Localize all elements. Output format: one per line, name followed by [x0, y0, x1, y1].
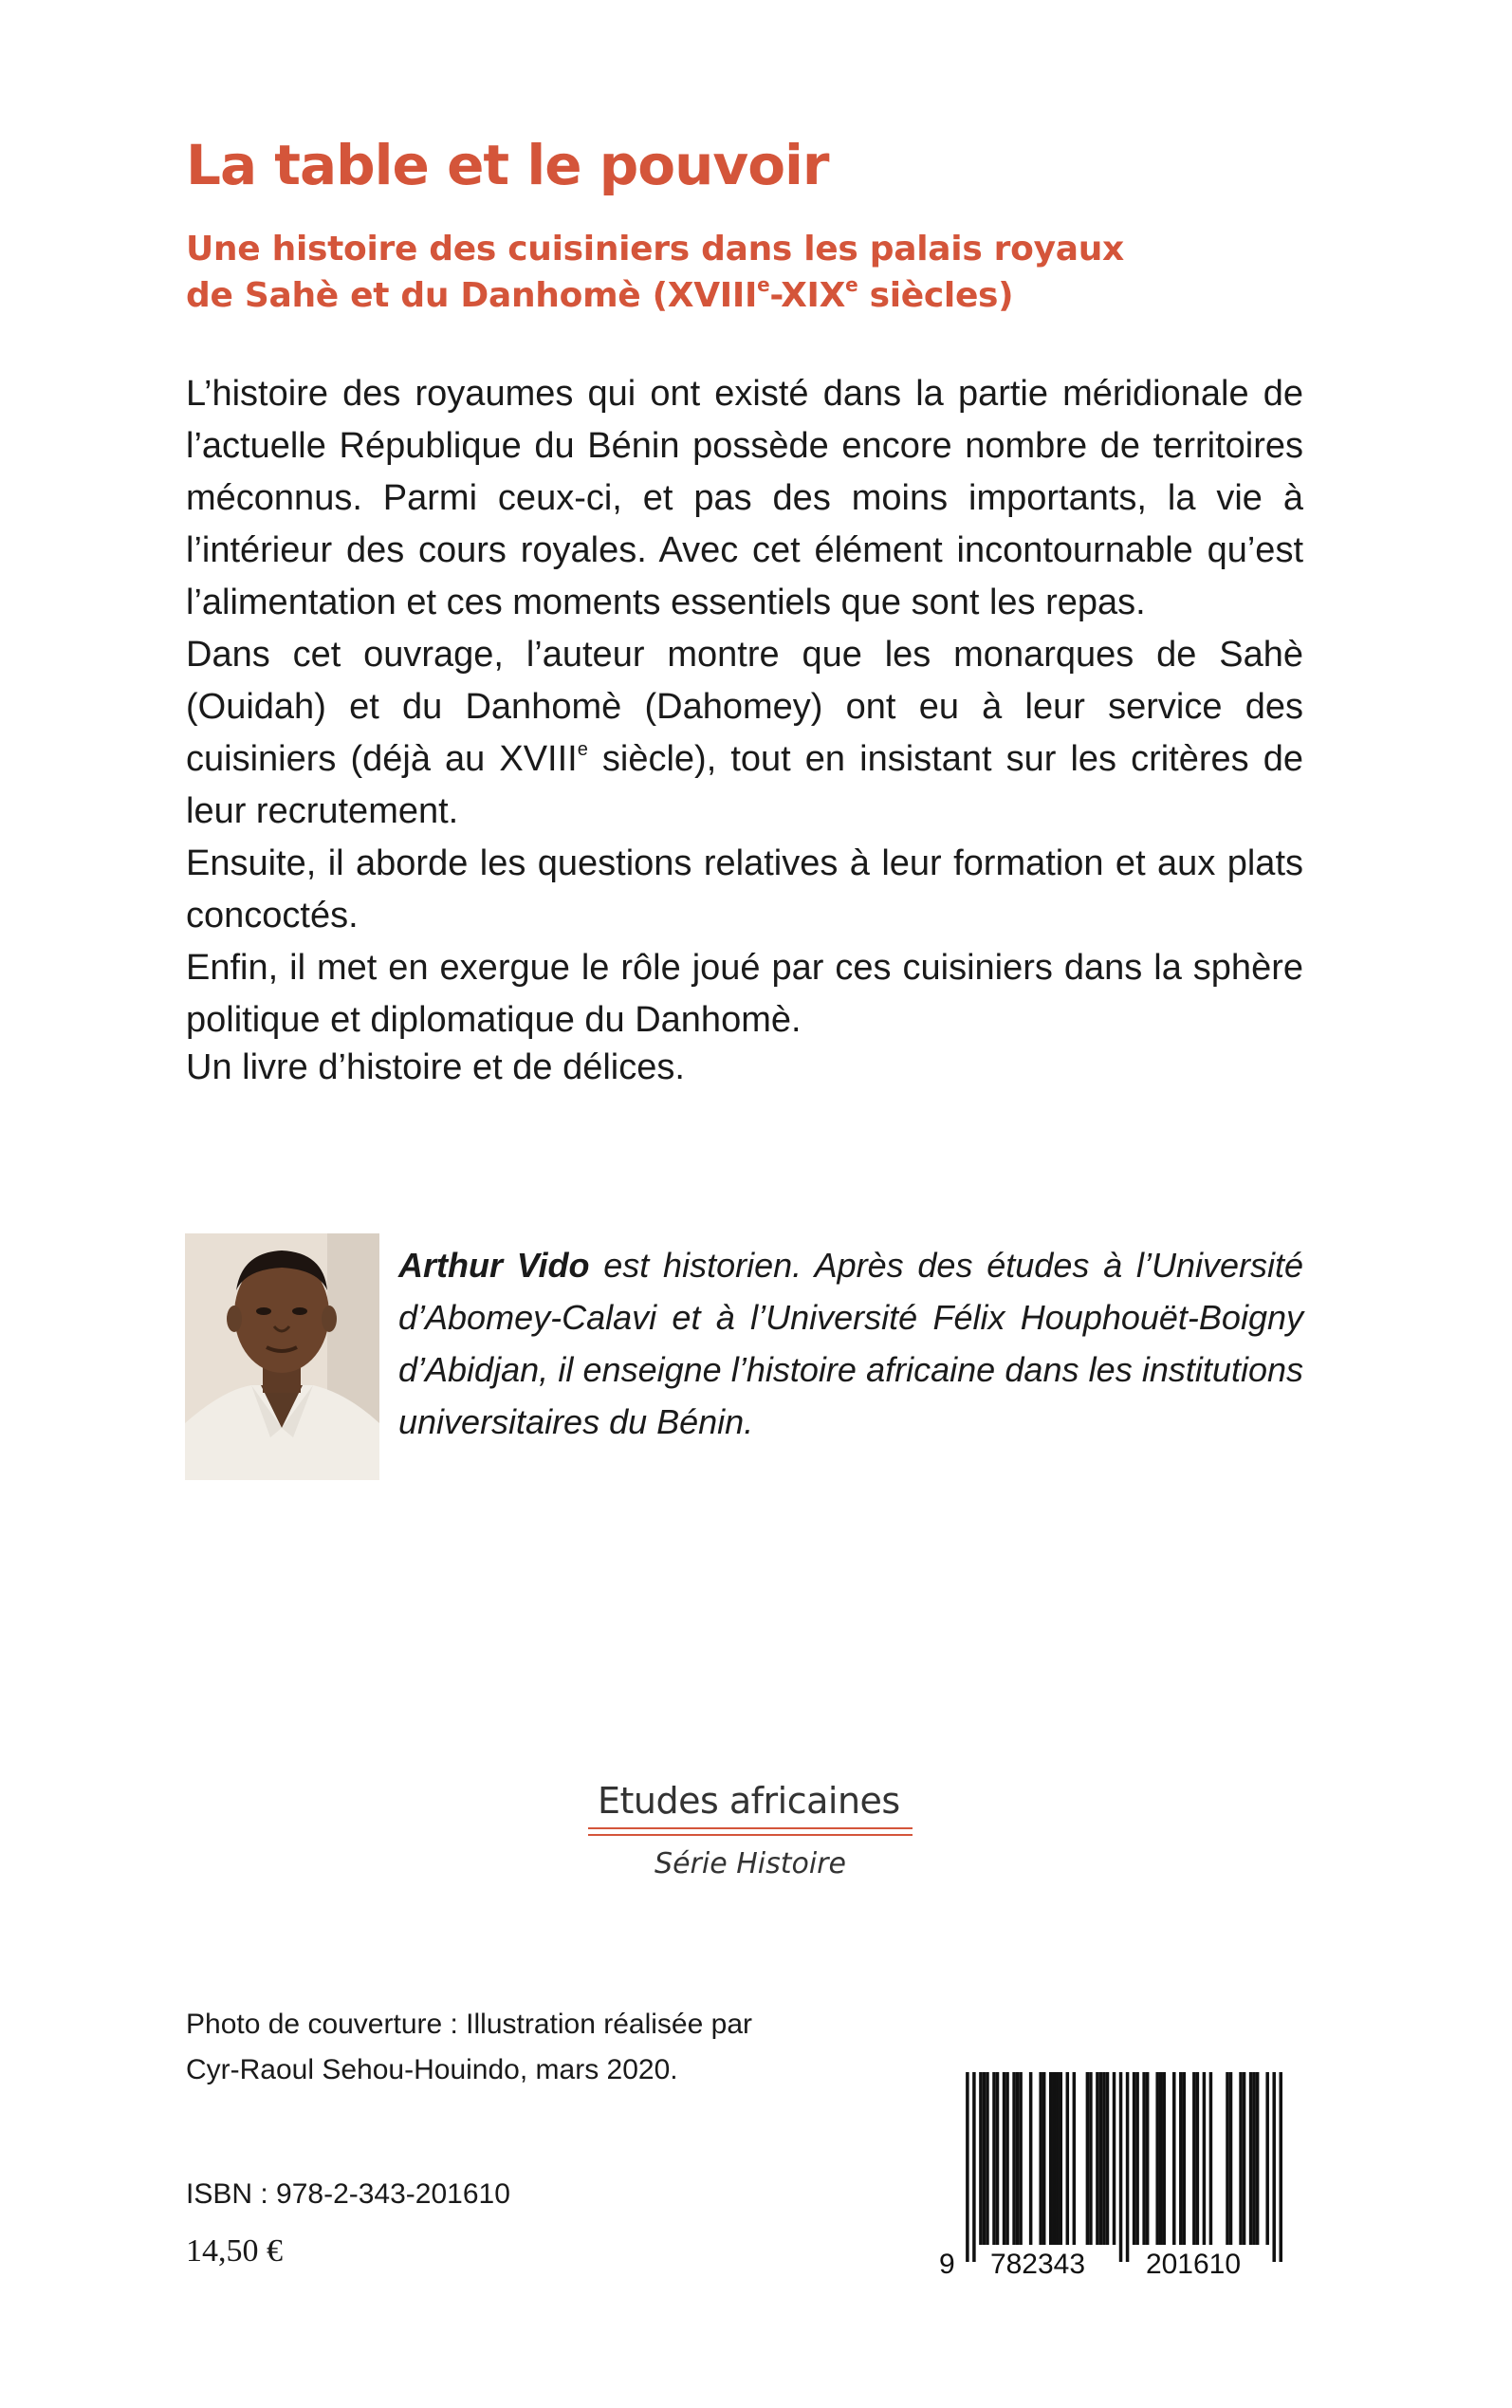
barcode-bar [1159, 2072, 1163, 2245]
barcode-bar [983, 2072, 986, 2245]
barcode-bar [1155, 2072, 1159, 2245]
barcode-bar [1192, 2072, 1196, 2245]
barcode-graphic [939, 2072, 1282, 2279]
barcode-bar [1272, 2072, 1276, 2262]
barcode-bar [1172, 2072, 1176, 2245]
barcode-bar [1239, 2072, 1243, 2245]
barcode-bar [1113, 2072, 1116, 2245]
isbn: ISBN : 978-2-343-201610 [186, 2178, 510, 2210]
barcode-bar [996, 2072, 1000, 2245]
barcode-bar [1126, 2072, 1130, 2262]
barcode-bar [1102, 2072, 1106, 2245]
barcode-bar [1049, 2072, 1053, 2245]
blurb [186, 368, 1303, 1047]
author-name: Arthur Vido [398, 1246, 590, 1285]
barcode-bar [1066, 2072, 1070, 2245]
book-title: La table et le pouvoir [186, 133, 829, 197]
blurb-paragraph-4: Enfin, il met en exergue le rôle joué par ces cuisiniers dans la sphère politique et diplomatique du Danhomè. [186, 948, 1303, 1040]
series-logo [588, 1780, 913, 1880]
barcode-group-2: 201610 [1145, 2249, 1242, 2279]
blurb-paragraph-2 [186, 629, 1303, 838]
barcode-first-digit: 9 [939, 2249, 955, 2279]
barcode-bar [1042, 2072, 1046, 2245]
barcode-bar [1226, 2072, 1229, 2245]
barcode-bar [1099, 2072, 1103, 2245]
barcode-bar [1089, 2072, 1093, 2245]
blurb-p2-sup: e [577, 739, 588, 760]
barcode-bar [972, 2072, 976, 2262]
subtitle-sup-2: e [845, 273, 858, 296]
barcode-bar [1060, 2072, 1063, 2245]
barcode-bar [1019, 2072, 1023, 2245]
barcode-bar [1012, 2072, 1016, 2245]
blurb-paragraph-1: L’histoire des royaumes qui ont existé dans la partie méridionale de l’actuelle République du Bénin possède encore nombre de territoires méconnus. Parmi ceux-ci, et pas des moins importants, la vie à l’intérieur des cours royales. Avec cet élément incontournable qu’est l’alimentation et ces moments essentiels que sont les repas. [186, 374, 1303, 622]
barcode-bar [1179, 2072, 1183, 2245]
barcode-bar [1183, 2072, 1187, 2245]
barcode-bar [1056, 2072, 1060, 2245]
barcode-bar [1162, 2072, 1166, 2245]
author-portrait-illustration [185, 1233, 379, 1480]
barcode-bar [1249, 2072, 1253, 2245]
barcode-bar [1119, 2072, 1123, 2262]
barcode-bar [1243, 2072, 1246, 2245]
cover-photo-credit [186, 2002, 752, 2093]
credit-line-2: Cyr-Raoul Sehou-Houindo, mars 2020. [186, 2054, 678, 2085]
subtitle-line-2-start: de Sahè et du Danhomè (XVIII [186, 276, 758, 315]
tagline: Un livre d’histoire et de délices. [186, 1047, 685, 1087]
barcode-bar [1265, 2072, 1269, 2245]
barcode-bar [1209, 2072, 1213, 2245]
series-name: Etudes africaines [598, 1780, 900, 1822]
barcode-bar [1016, 2072, 1020, 2245]
series-subtitle: Série Histoire [655, 1847, 846, 1880]
author-bio-text: est historien. Après des études à l’Université d’Abomey-Calavi et à l’Université Félix Houphouët-Boigny d’Abidjan, il enseigne l’histoire africaine dans les institutions universitaires du Bénin. [398, 1246, 1303, 1441]
barcode-bar [1096, 2072, 1099, 2245]
barcode-bar [1229, 2072, 1233, 2245]
barcode-bar [1142, 2072, 1146, 2245]
book-subtitle [186, 226, 1124, 319]
author-bio [398, 1239, 1303, 1448]
barcode-bar [1039, 2072, 1042, 2245]
barcode-bar [966, 2072, 969, 2262]
barcode-bar [1203, 2072, 1207, 2245]
barcode-bar [1256, 2072, 1260, 2245]
subtitle-line-2-end: siècles) [857, 276, 1014, 315]
barcode-bar [1029, 2072, 1033, 2245]
barcode-bar [1146, 2072, 1150, 2245]
barcode-bar [1106, 2072, 1110, 2245]
blurb-p2-start: Dans cet ouvrage, l’auteur montre que les monarques de Sahè (Ouidah) et du Danhomè (Dahomey) ont eu à leur service des cuisiniers (déjà au XVIII [186, 635, 1303, 779]
barcode-bar [1053, 2072, 1057, 2245]
barcode [939, 2072, 1282, 2279]
barcode-bar [992, 2072, 996, 2245]
barcode-bar [1133, 2072, 1136, 2245]
barcode-bar [979, 2072, 983, 2245]
blurb-paragraph-3: Ensuite, il aborde les questions relatives à leur formation et aux plats concoctés. [186, 843, 1303, 935]
barcode-bar [1086, 2072, 1090, 2245]
price: 14,50 € [186, 2233, 283, 2269]
barcode-bar [1279, 2072, 1282, 2262]
barcode-bar [1196, 2072, 1200, 2245]
subtitle-line-2-mid: -XIX [769, 276, 846, 315]
subtitle-line-1: Une histoire des cuisiniers dans les palais royaux [186, 230, 1124, 269]
blurb-p2-end: siècle), tout en insistant sur les critères de leur recrutement. [186, 739, 1303, 831]
barcode-bar [1073, 2072, 1077, 2245]
barcode-bar [1252, 2072, 1256, 2245]
subtitle-sup-1: e [757, 273, 770, 296]
author-photo [185, 1233, 379, 1480]
barcode-bar [1005, 2072, 1009, 2245]
credit-line-1: Photo de couverture : Illustration réalisée par [186, 2009, 752, 2040]
barcode-bar [986, 2072, 989, 2245]
barcode-bar [1003, 2072, 1006, 2245]
barcode-bar [1135, 2072, 1139, 2245]
barcode-group-1: 782343 [989, 2249, 1086, 2279]
series-divider [588, 1827, 913, 1836]
